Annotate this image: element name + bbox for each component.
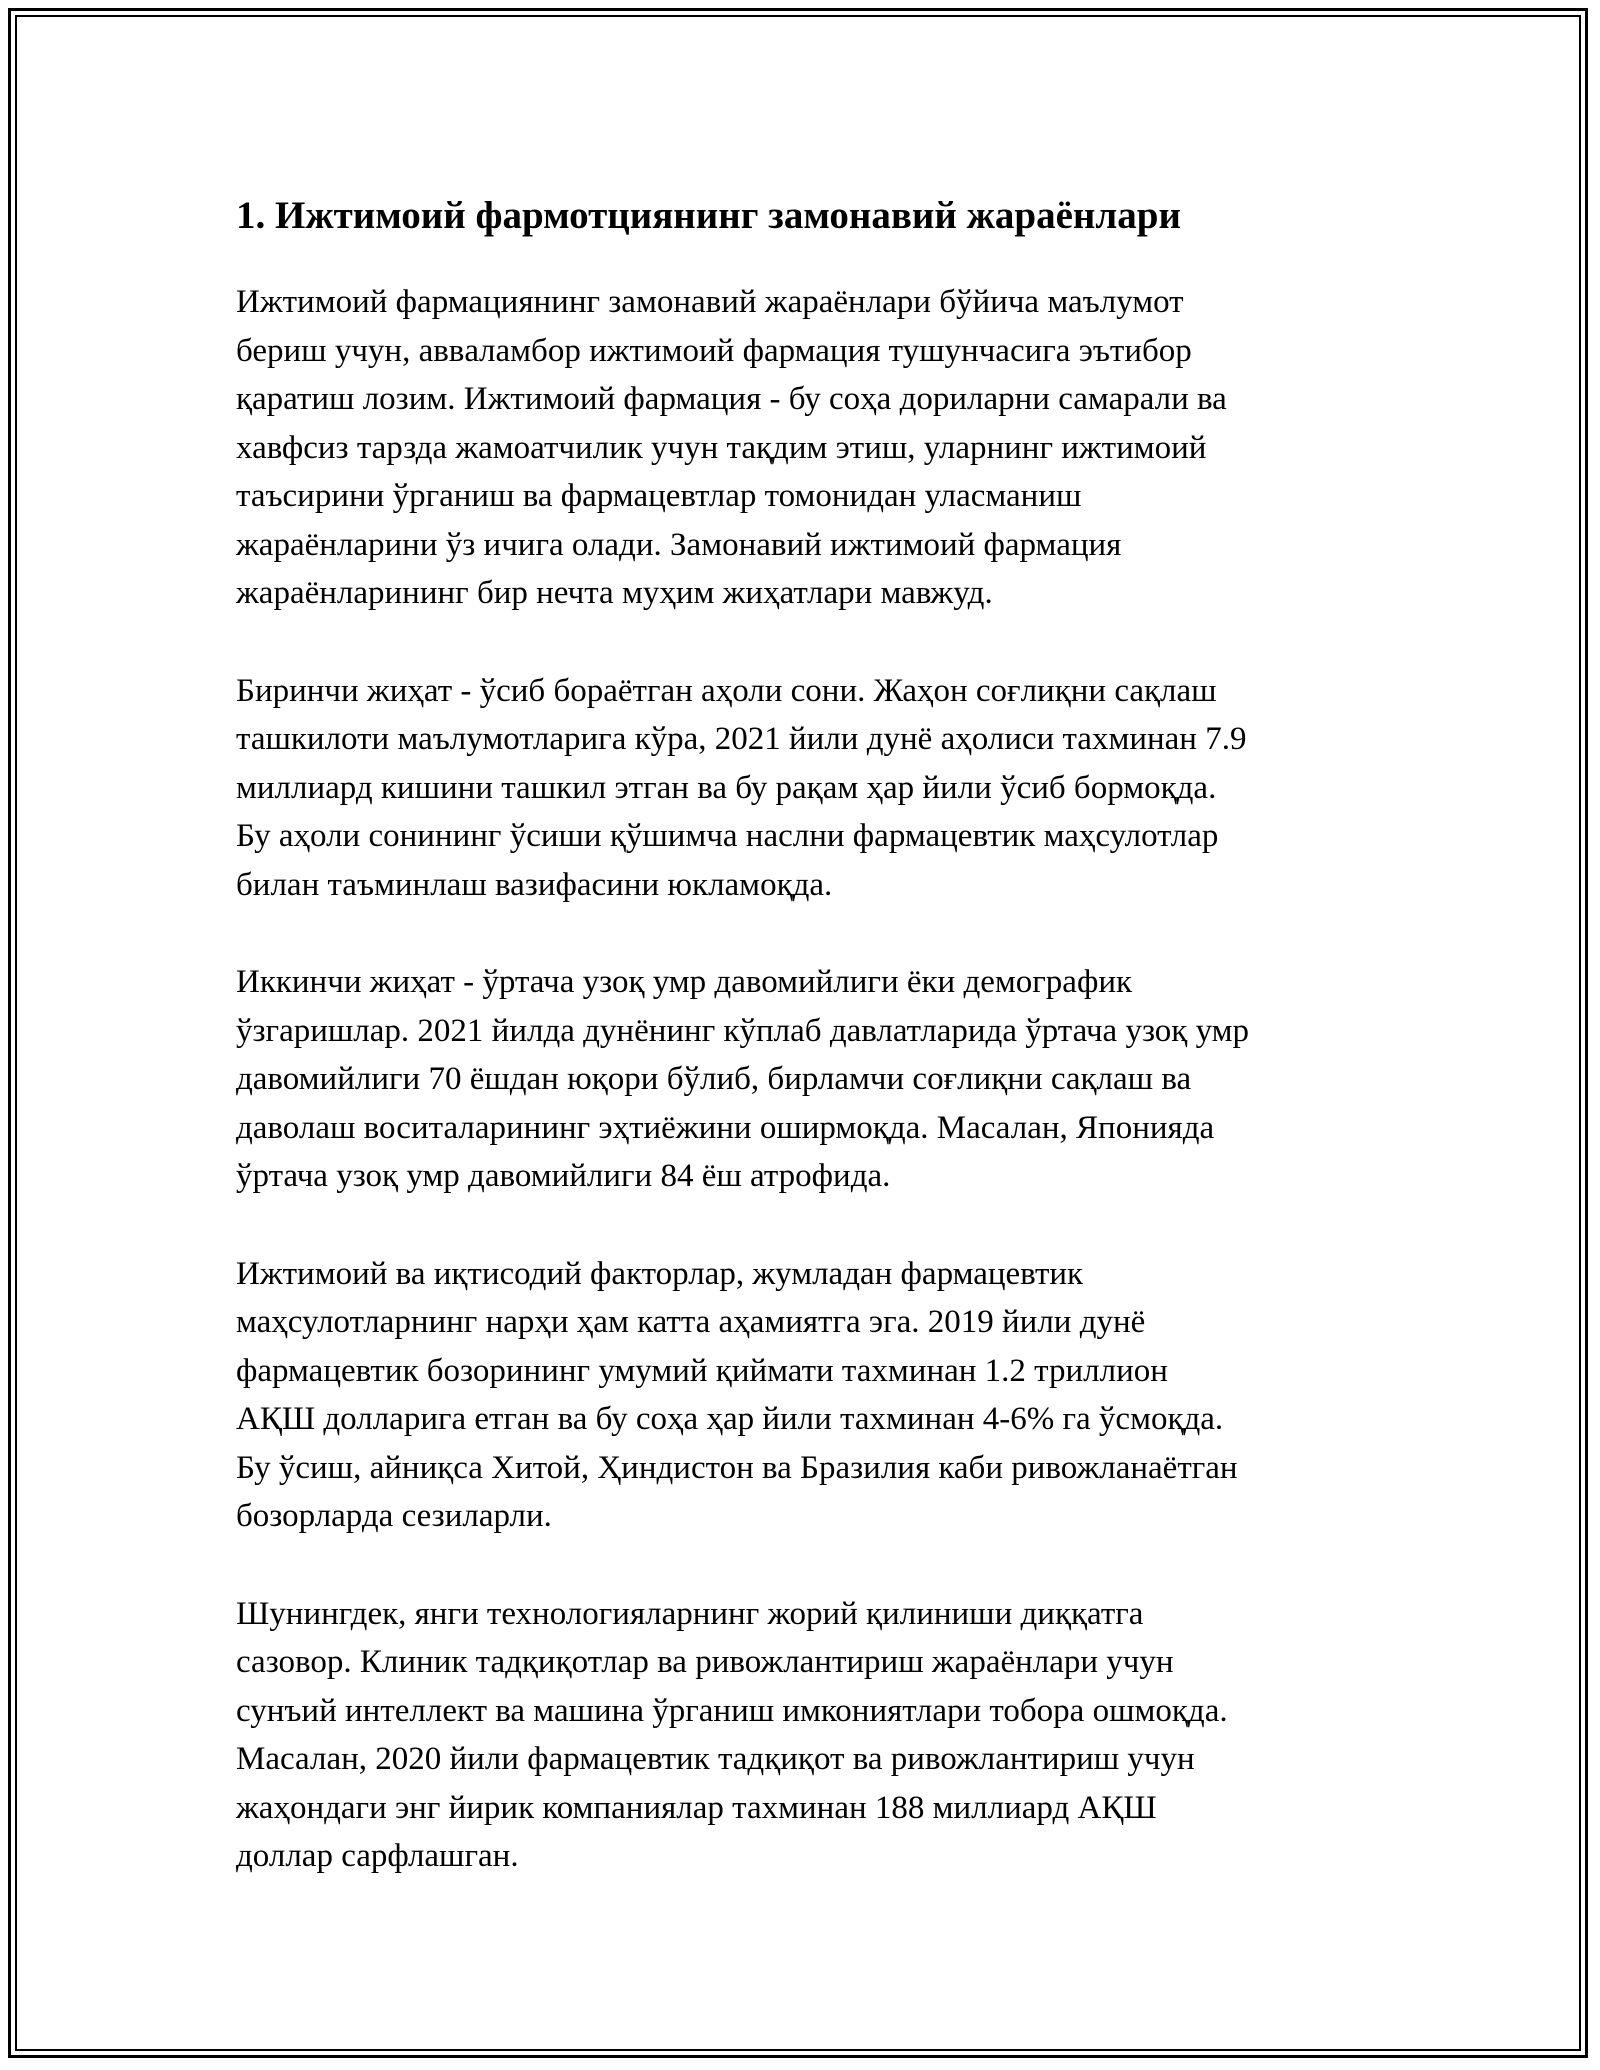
text-line: қаратиш лозим. Ижтимоий фармация - бу соҳа дориларни самарали ва xyxy=(236,381,1227,417)
text-line: Масалан, 2020 йили фармацевтик тадқиқот ва ривожлантириш учун xyxy=(236,1741,1195,1777)
text-line: даволаш воситаларининг эҳтиёжини оширмоқда. Масалан, Японияда xyxy=(236,1109,1215,1146)
text-line: сазовор. Клиник тадқиқотлар ва ривожлантириш жараёнлари учун xyxy=(236,1644,1174,1680)
text-line: хавфсиз тарзда жамоатчилик учун тақдим этиш, уларнинг ижтимоий xyxy=(236,429,1207,466)
text-line: Ижтимоий ва иқтисодий факторлар, жумладан фармацевтик xyxy=(236,1255,1084,1292)
text-line: Шунингдек, янги технологияларнинг жорий қилиниши диққатга xyxy=(236,1595,1144,1632)
text-line: доллар сарфлашган. xyxy=(236,1838,519,1874)
text-line: сунъий интеллект ва машина ўрганиш имкониятлари тобора ошмоқда. xyxy=(236,1692,1228,1729)
text-line: давомийлиги 70 ёшдан юқори бўлиб, бирламчи соғлиқни сақлаш ва xyxy=(236,1061,1192,1097)
text-line: Бу аҳоли сонининг ўсиши қўшимча наслни фармацевтик маҳсулотлар xyxy=(236,818,1219,854)
paragraph-economic-factors xyxy=(236,1250,1376,1541)
text-line: маҳсулотларнинг нарҳи ҳам катта аҳамиятга эга. 2019 йили дунё xyxy=(236,1304,1146,1340)
text-line: билан таъминлаш вазифасини юкламоқда. xyxy=(236,866,833,903)
text-line: жаҳондаги энг йирик компаниялар тахминан 188 миллиард АҚШ xyxy=(236,1789,1157,1826)
text-line: Иккинчи жиҳат - ўртача узоқ умр давомийлиги ёки демографик xyxy=(236,964,1133,1000)
text-line: бозорларда сезиларли. xyxy=(236,1498,552,1534)
paragraph-technologies xyxy=(236,1590,1376,1881)
text-line: таъсирини ўрганиш ва фармацевтлар томонидан уласманиш xyxy=(236,478,1082,514)
text-line: Бу ўсиш, айниқса Хитой, Ҳиндистон ва Бразилия каби ривожланаётган xyxy=(236,1449,1238,1486)
paragraph-life-expectancy xyxy=(236,958,1376,1201)
text-line: Биринчи жиҳат - ўсиб бораётган аҳоли сони. Жаҳон соғлиқни сақлаш xyxy=(236,672,1217,709)
text-line: фармацевтик бозорининг умумий қиймати тахминан 1.2 триллион xyxy=(236,1352,1168,1389)
text-line: миллиард кишини ташкил этган ва бу рақам ҳар йили ўсиб бормоқда. xyxy=(236,769,1217,806)
text-line: жараёнларини ўз ичига олади. Замонавий ижтимоий фармация xyxy=(236,526,1122,563)
document-body xyxy=(236,188,1376,1930)
section-heading: 1. Ижтимоий фармотциянинг замонавий жараёнлари xyxy=(236,194,1181,237)
text-line: ўзгаришлар. 2021 йилда дунёнинг кўплаб давлатларида ўртача узоқ умр xyxy=(236,1012,1250,1049)
paragraph-population xyxy=(236,667,1376,910)
text-line: ўртача узоқ умр давомийлиги 84 ёш атрофида. xyxy=(236,1158,891,1194)
text-line: АҚШ долларига етган ва бу соҳа ҳар йили тахминан 4-6% га ўсмоқда. xyxy=(236,1401,1224,1437)
text-line: ташкилоти маълумотларига кўра, 2021 йили дунё аҳолиси тахминан 7.9 xyxy=(236,721,1247,757)
paragraph-intro xyxy=(236,278,1376,618)
text-line: жараёнларининг бир нечта муҳим жиҳатлари мавжуд. xyxy=(236,575,993,611)
text-line: бериш учун, аввaламбор ижтимоий фармация тушунчасига эътибор xyxy=(236,332,1192,369)
text-line: Ижтимоий фармациянинг замонавий жараёнлари бўйича маълумот xyxy=(236,284,1184,320)
